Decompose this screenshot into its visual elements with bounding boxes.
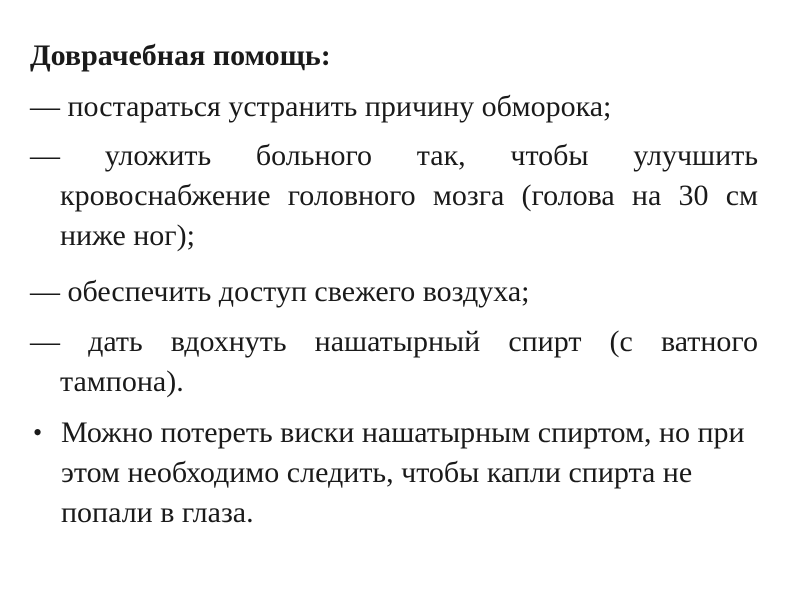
dash-item-ammonia: — дать вдохнуть нашатырный спирт (с ватного тампона).: [30, 325, 758, 398]
bullet-marker-icon: •: [33, 418, 43, 447]
dash-item-fresh-air: — обеспечить доступ свежего воздуха;: [30, 275, 530, 308]
bullet-item-rub-temples: [30, 413, 758, 533]
dash-item-remove-cause: — постараться устранить причину обморока;: [30, 90, 612, 123]
bullet-text: Можно потереть виски нашатырным спиртом, но при этом необходимо следить, чтобы капли спирта не попали в глаза.: [61, 416, 745, 529]
dash-item-lay-patient: — уложить больного так, чтобы улучшить кровоснабжение головного мозга (голова на 30 см ниже ног);: [30, 139, 758, 252]
slide-heading: Доврачебная помощь:: [30, 39, 331, 72]
